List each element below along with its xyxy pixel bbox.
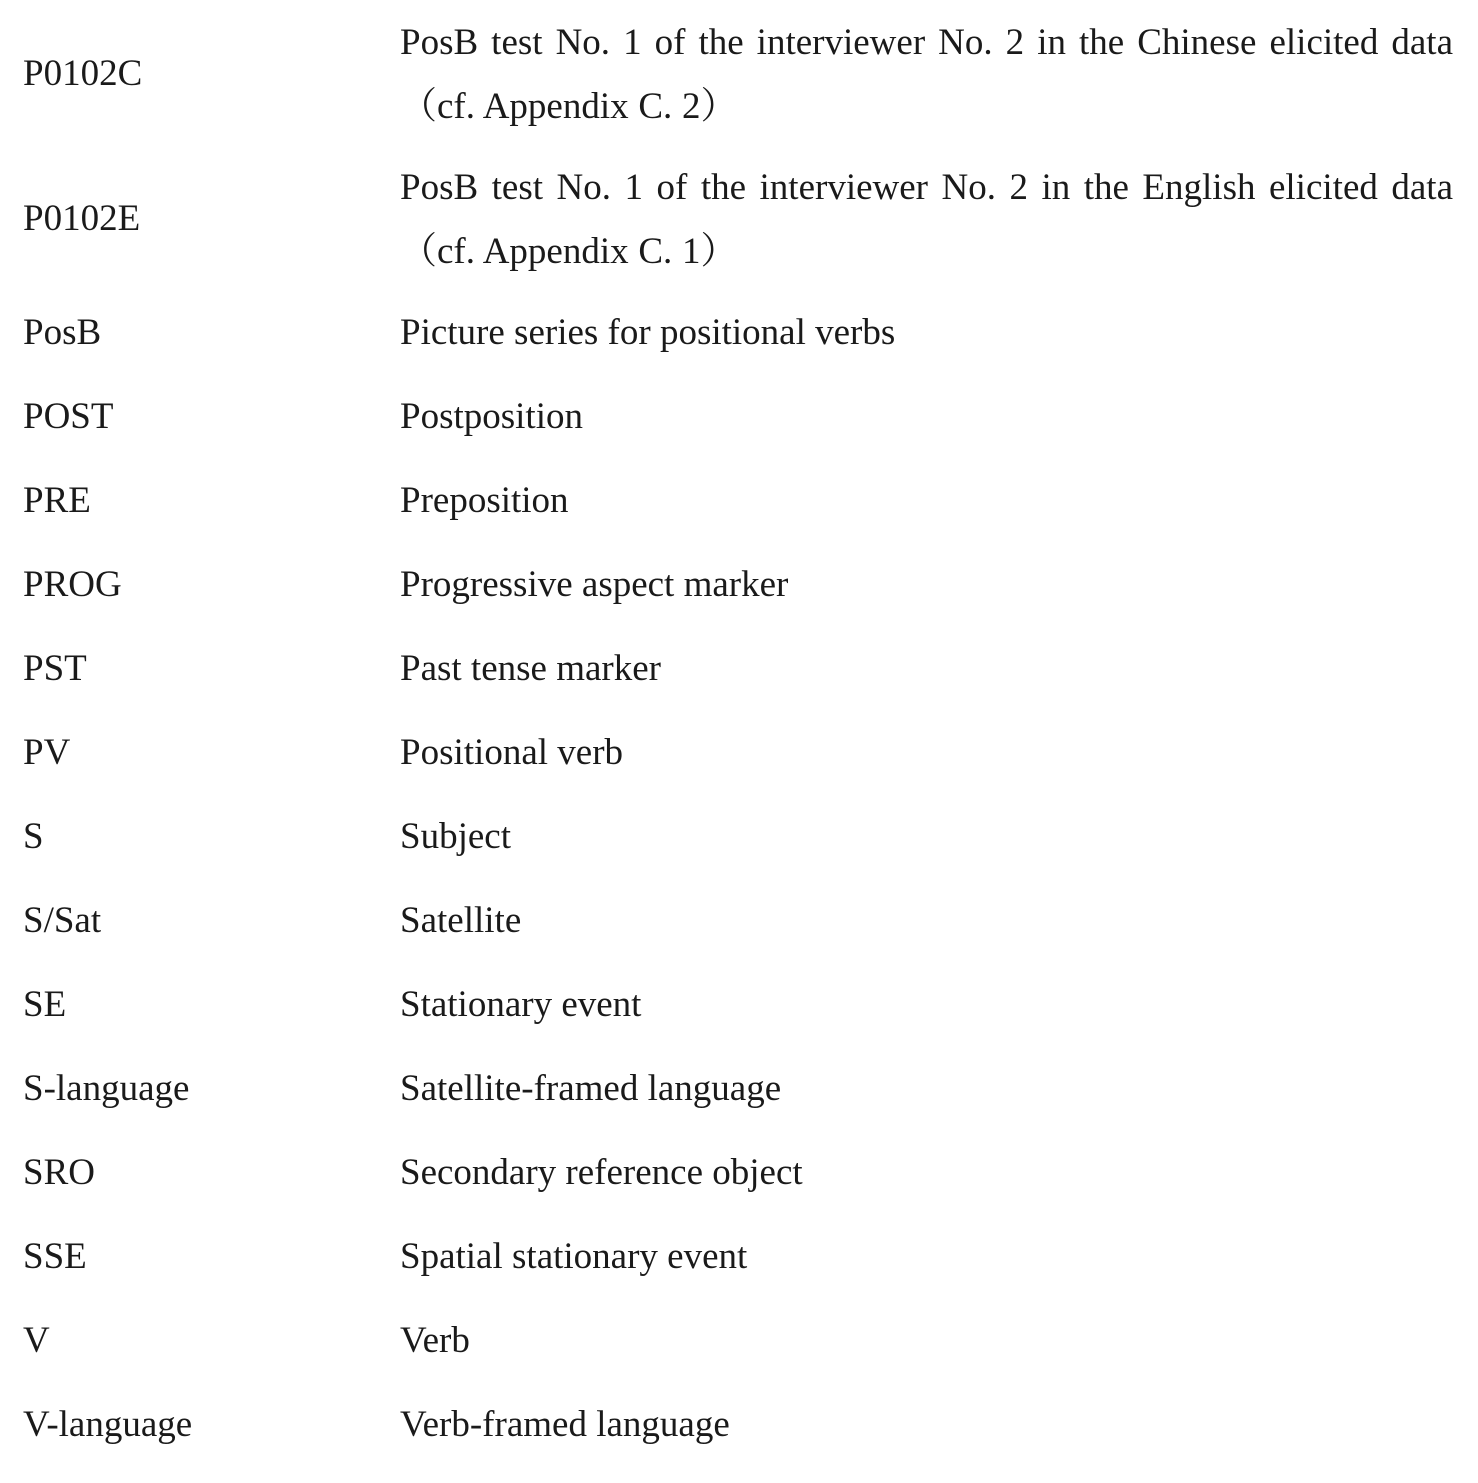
abbreviation: S-language (23, 1068, 190, 1109)
definition: Picture series for positional verbs (400, 312, 896, 353)
definition: Subject (400, 816, 511, 857)
abbreviation: PST (23, 648, 87, 689)
definition: Satellite-framed language (400, 1068, 782, 1109)
abbreviation: P0102C (23, 53, 143, 94)
definition: Progressive aspect marker (400, 564, 789, 605)
abbreviation: PRE (23, 480, 91, 521)
abbreviation: PosB (23, 312, 102, 353)
definition: Postposition (400, 396, 583, 437)
abbreviation: POST (23, 396, 114, 437)
abbreviation: PV (23, 732, 71, 773)
definition: Satellite (400, 900, 522, 941)
abbreviation: V (23, 1320, 50, 1361)
definition: Secondary reference object (400, 1152, 803, 1193)
definition: Past tense marker (400, 648, 661, 689)
abbreviation: SE (23, 984, 67, 1025)
abbreviation: SRO (23, 1152, 95, 1193)
abbreviation: P0102E (23, 198, 141, 239)
definition: Spatial stationary event (400, 1236, 748, 1277)
definition: PosB test No. 1 of the interviewer No. 2 in the English elicited data（cf. Appendix C. 1） (400, 167, 1453, 272)
abbreviation: SSE (23, 1236, 87, 1277)
abbreviation: S/Sat (23, 900, 102, 941)
abbreviation: PROG (23, 564, 122, 605)
definition: Positional verb (400, 732, 624, 773)
abbreviation: S (23, 816, 44, 857)
definition: Verb-framed language (400, 1404, 730, 1445)
abbreviation: V-language (23, 1404, 193, 1445)
definition: Stationary event (400, 984, 642, 1025)
definition: Verb (400, 1320, 470, 1361)
definition: PosB test No. 1 of the interviewer No. 2 in the Chinese elicited data（cf. Appendix C. 2） (400, 22, 1453, 127)
definition: Preposition (400, 480, 569, 521)
